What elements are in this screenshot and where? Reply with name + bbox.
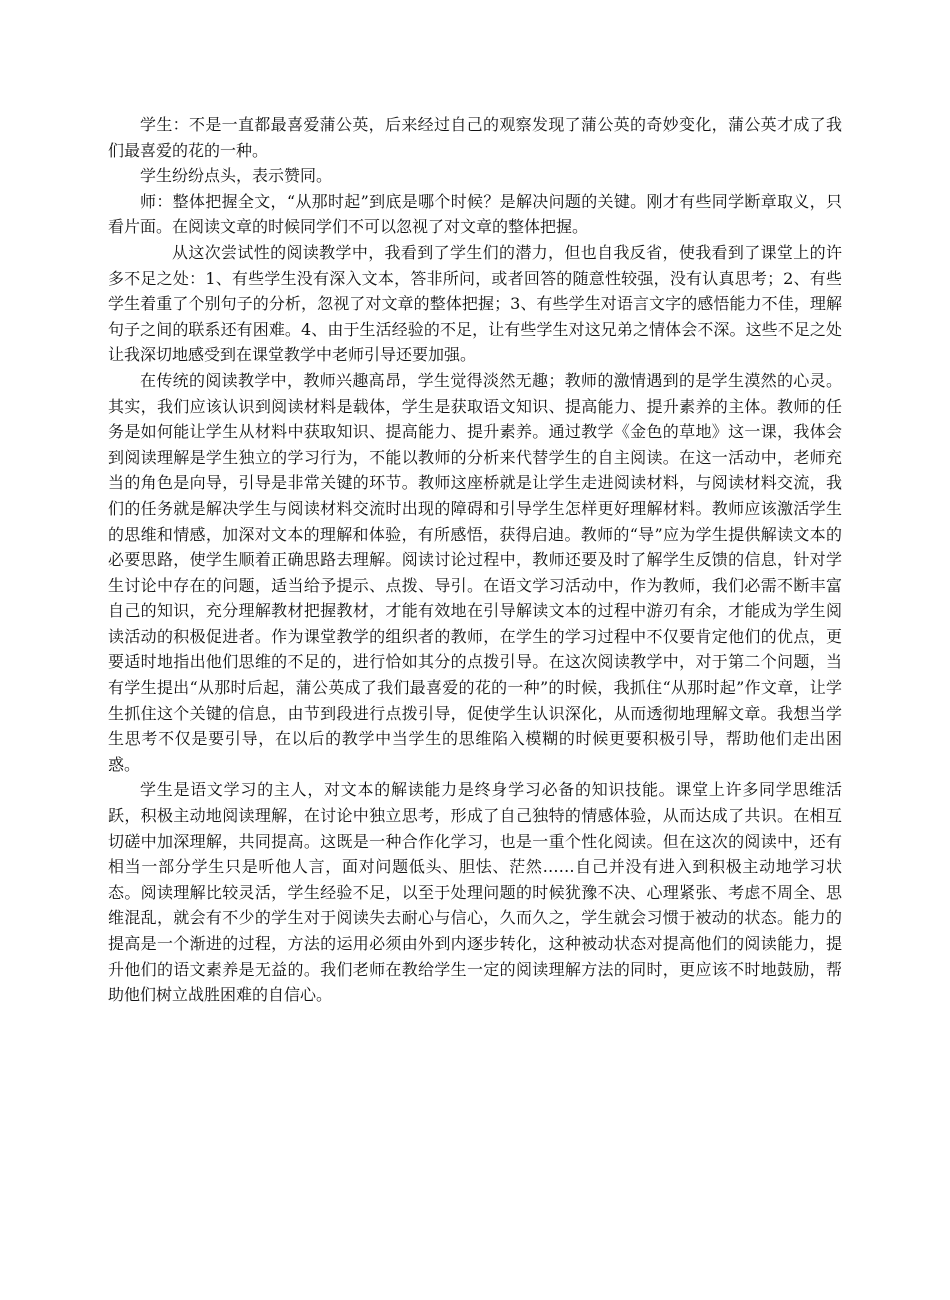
document-body: [108, 112, 842, 1008]
paragraph-reflection-shortcomings: 从这次尝试性的阅读教学中，我看到了学生们的潜力，但也自我反省，使我看到了课堂上的许多不足之处：1、有些学生没有深入文本，答非所问，或者回答的随意性较强，没有认真思考；2、有些学生着重了个别句子的分析，忽视了对文章的整体把握；3、有些学生对语言文字的感悟能力不佳，理解句子之间的联系还有困难。4、由于生活经验的不足，让有些学生对这兄弟之情体会不深。这些不足之处让我深切地感受到在课堂教学中老师引导还要加强。: [108, 242, 842, 365]
paragraph-teacher-remark: 师：整体把握全文，“从那时起”到底是哪个时候？是解决问题的关键。刚才有些同学断章取义，只看片面。在阅读文章的时候同学们不可以忽视了对文章的整体把握。: [108, 191, 842, 237]
paragraph-students-agree: 学生纷纷点头，表示赞同。: [140, 166, 333, 186]
paragraph-student-answer: 学生：不是一直都最喜爱蒲公英，后来经过自己的观察发现了蒲公英的奇妙变化，蒲公英才成了我们最喜爱的花的一种。: [108, 115, 842, 160]
paragraph-student-as-master: 学生是语文学习的主人，对文本的解读能力是终身学习必备的知识技能。课堂上许多同学思维活跃，积极主动地阅读理解，在讨论中独立思考，形成了自己独特的情感体验，从而达成了共识。在相互切磋中加深理解，共同提高。这既是一种合作化学习，也是一重个性化阅读。但在这次的阅读中，还有相当一部分学生只是听他人言，面对问题低头、胆怯、茫然……自己并没有进入到积极主动地学习状态。阅读理解比较灵活，学生经验不足，以至于处理问题的时候犹豫不决、心理紧张、考虑不周全、思维混乱，就会有不少的学生对于阅读失去耐心与信心，久而久之，学生就会习惯于被动的状态。能力的提高是一个渐进的过程，方法的运用必须由外到内逐步转化，这种被动状态对提高他们的阅读能力，提升他们的语文素养是无益的。我们老师在教给学生一定的阅读理解方法的同时，更应该不时地鼓励，帮助他们树立战胜困难的自信心。: [108, 780, 842, 1005]
paragraph-traditional-teaching: 在传统的阅读教学中，教师兴趣高昂，学生觉得淡然无趣；教师的激情遇到的是学生漠然的心灵。其实，我们应该认识到阅读材料是载体，学生是获取语文知识、提高能力、提升素养的主体。教师的任务是如何能让学生从材料中获取知识、提高能力、提升素养。通过教学《金色的草地》这一课，我体会到阅读理解是学生独立的学习行为，不能以教师的分析来代替学生的自主阅读。在这一活动中，老师充当的角色是向导，引导是非常关键的环节。教师这座桥就是让学生走进阅读材料，与阅读材料交流，我们的任务就是解决学生与阅读材料交流时出现的障碍和引导学生怎样更好理解材料。教师应该激活学生的思维和情感，加深对文本的理解和体验，有所感悟，获得启迪。教师的“导”应为学生提供解读文本的必要思路，使学生顺着正确思路去理解。阅读讨论过程中，教师还要及时了解学生反馈的信息，针对学生讨论中存在的问题，适当给予提示、点拨、导引。在语文学习活动中，作为教师，我们必需不断丰富自己的知识，充分理解教材把握教材，才能有效地在引导解读文本的过程中游刃有余，才能成为学生阅读活动的积极促进者。作为课堂教学的组织者的教师，在学生的学习过程中不仅要肯定他们的优点，更要适时地指出他们思维的不足的，进行恰如其分的点拨引导。在这次阅读教学中，对于第二个问题，当有学生提出“从那时后起，蒲公英成了我们最喜爱的花的一种”的时候，我抓住“从那时起”作文章，让学生抓住这个关键的信息，由节到段进行点拨引导，促使学生认识深化，从而透彻地理解文章。我想当学生思考不仅是要引导，在以后的教学中当学生的思维陷入模糊的时候更要积极引导，帮助他们走出困惑。: [108, 370, 842, 774]
